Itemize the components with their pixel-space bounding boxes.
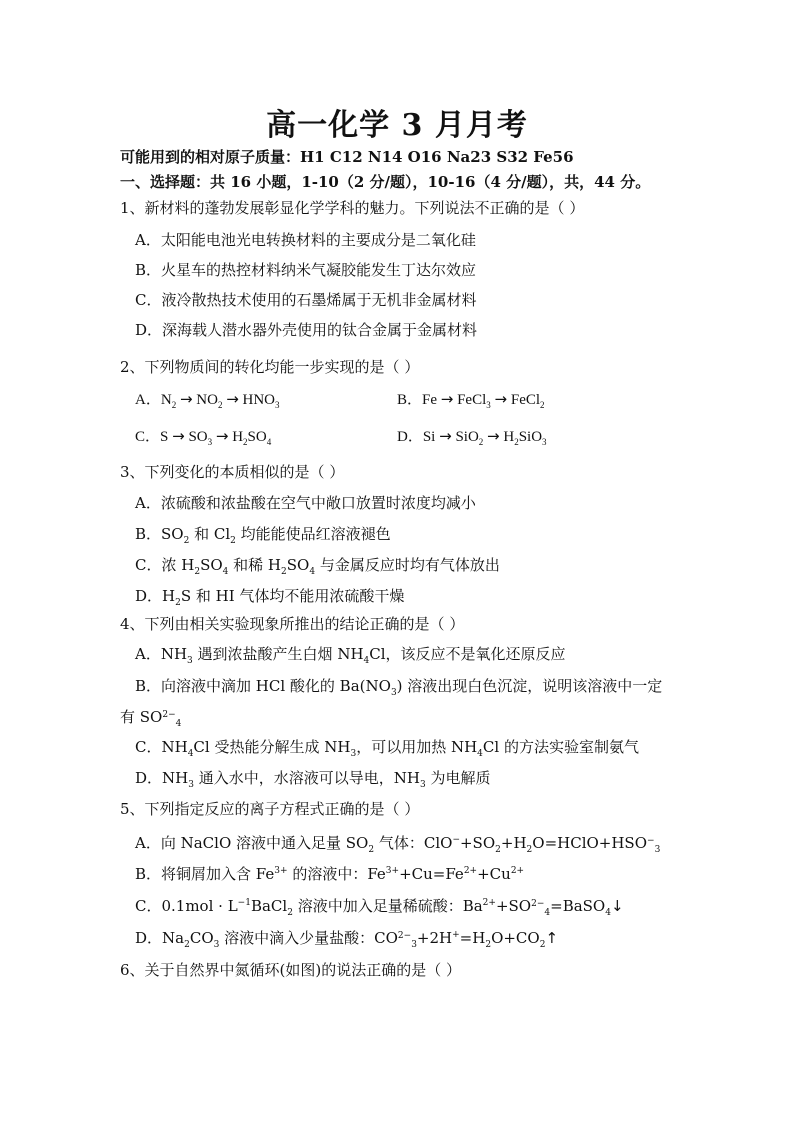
q3-option-a: A．浓硫酸和浓盐酸在空气中敞口放置时浓度均减小	[135, 494, 476, 512]
q2-option-d: D．$Si \to SiO_2 \to H_2SiO_3$	[397, 427, 547, 447]
question-4-stem: 4、下列由相关实验现象所推出的结论正确的是（ ）	[120, 615, 465, 633]
page-title: 高一化学 3 月月考	[266, 108, 528, 143]
q4-option-c: C．$NH_4Cl$ 受热能分解生成 $NH_3$，可以用加热 $NH_4Cl$ 的方法实验室制氨气	[135, 738, 639, 759]
q1-option-d: D．深海载人潜水器外壳使用的钛合金属于金属材料	[135, 321, 478, 339]
question-2-stem: 2、下列物质间的转化均能一步实现的是（ ）	[120, 358, 420, 376]
q2-option-a: A．$N_2 \to NO_2 \to HNO_3$	[135, 390, 280, 410]
q3-option-c: C．浓 $H_2SO_4$ 和稀 $H_2SO_4$ 与金属反应时均有气体放出	[135, 556, 500, 577]
q2-b-label: B．	[397, 392, 423, 408]
q1-option-b: B．火星车的热控材料纳米气凝胶能发生丁达尔效应	[135, 261, 477, 279]
q2-option-c: C．$S \to SO_3 \to H_2SO_4$	[135, 427, 272, 447]
question-5-stem: 5、下列指定反应的离子方程式正确的是（ ）	[120, 800, 420, 818]
question-3-stem: 3、下列变化的本质相似的是（ ）	[120, 463, 345, 481]
q1-option-a: A．太阳能电池光电转换材料的主要成分是二氧化硅	[135, 231, 476, 249]
atomic-masses: 可能用到的相对原子质量：H1 C12 N14 O16 Na23 S32 Fe56	[120, 148, 574, 166]
q2-a-label: A．	[135, 392, 161, 408]
q3-option-d: D．$H_2S$ 和 HI 气体均不能用浓硫酸干燥	[135, 587, 405, 608]
q4-option-b: B．向溶液中滴加 HCl 酸化的 $Ba(NO_3)$ 溶液出现白色沉淀，说明该溶液中一定	[135, 677, 663, 698]
question-6-stem: 6、关于自然界中氮循环(如图)的说法正确的是（ ）	[120, 961, 462, 979]
q2-c-label: C．	[135, 429, 161, 445]
section-heading: 一、选择题：共 16 小题，1-10（2 分/题），10-16（4 分/题），共，44 分。	[120, 173, 651, 191]
q5-option-d: D．$Na_2CO_3$ 溶液中滴入少量盐酸：$CO_{2-3}+2H^+=H_2O+CO_2↑$	[135, 929, 559, 950]
q2-d-label: D．	[397, 429, 423, 445]
q4-option-b-cont: 有 $SO_{2-4}$	[120, 708, 182, 729]
q1-option-c: C．液冷散热技术使用的石墨烯属于无机非金属材料	[135, 291, 477, 309]
q5-option-c: C．$0.1mol \cdot L^{-1}BaCl_2$ 溶液中加入足量稀硫酸：$Ba^{2+}+SO_{2-4}=BaSO_4↓$	[135, 897, 624, 918]
q3-option-b: B．$SO_2$ 和 $Cl_2$ 均能能使品红溶液褪色	[135, 525, 391, 546]
q4-option-d: D．$NH_3$ 通入水中，水溶液可以导电，$NH_3$ 为电解质	[135, 769, 491, 790]
q4-option-a: A．$NH_3$ 遇到浓盐酸产生白烟 $NH_4Cl$，该反应不是氧化还原反应	[135, 645, 566, 666]
q2-option-b: B．Fe → FeCl$_3$ → FeCl$_2$	[397, 390, 545, 410]
q5-option-a: A．向 NaClO 溶液中通入足量 $SO_2$ 气体：$ClO^-+SO_2+H_2O=HClO+HSO_{-3}$	[135, 834, 661, 855]
question-1-stem: 1、新材料的蓬勃发展彰显化学学科的魅力。下列说法不正确的是（ ）	[120, 199, 585, 217]
q5-option-b: B．将铜屑加入含 $Fe^{3+}$ 的溶液中：$Fe^{3+}+Cu=Fe^{2+}+Cu^{2+}$	[135, 865, 525, 883]
